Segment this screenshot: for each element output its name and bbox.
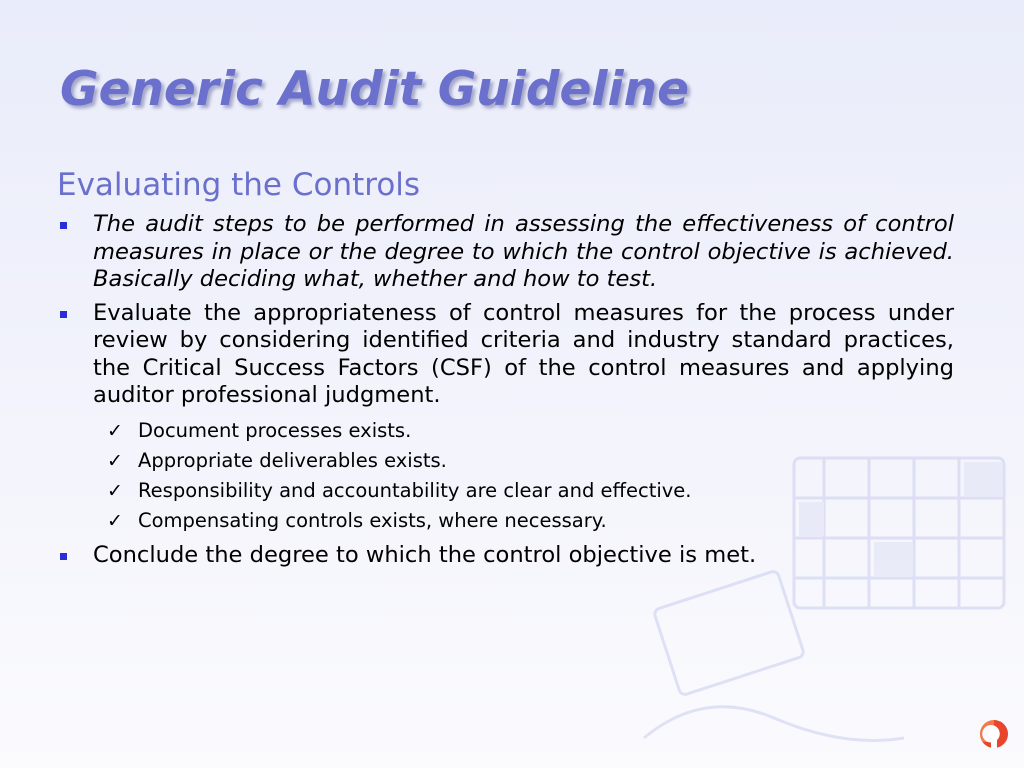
checkmark-icon: ✓ [107, 419, 123, 442]
checkmark-icon: ✓ [107, 479, 123, 502]
checklist-item [93, 476, 954, 506]
checkmark-icon: ✓ [107, 509, 123, 532]
checklist [93, 416, 954, 536]
bullet-item-evaluate [57, 300, 954, 536]
checklist-item-text: Appropriate deliverables exists. [138, 448, 447, 472]
bullet-text: Conclude the degree to which the control objective is met. [93, 541, 757, 568]
checklist-item [93, 506, 954, 536]
logo-icon [977, 717, 1011, 751]
checklist-item-text: Document processes exists. [138, 418, 412, 442]
bullet-item-conclude [57, 542, 954, 570]
checklist-item-text: Responsibility and accountability are clear and effective. [138, 478, 692, 502]
square-bullet-icon [60, 311, 67, 318]
bullet-list [57, 211, 954, 575]
bullet-item-audit-steps [57, 211, 954, 294]
slide-title: Generic Audit Guideline [60, 62, 689, 117]
bullet-text: Evaluate the appropriateness of control measures for the process under review by considering identified criteria and industry standard practices, the Critical Success Factors (CSF) of the control measures and applying auditor professional judgment. [93, 299, 954, 408]
checkmark-icon: ✓ [107, 449, 123, 472]
square-bullet-icon [60, 222, 67, 229]
checklist-item [93, 416, 954, 446]
bullet-text: The audit steps to be performed in assessing the effectiveness of control measures in place or the degree to which the control objective is achieved. Basically deciding what, whether and how to test. [93, 211, 954, 292]
checklist-item-text: Compensating controls exists, where necessary. [138, 508, 607, 532]
square-bullet-icon [60, 553, 67, 560]
checklist-item [93, 446, 954, 476]
section-subtitle: Evaluating the Controls [57, 167, 421, 203]
